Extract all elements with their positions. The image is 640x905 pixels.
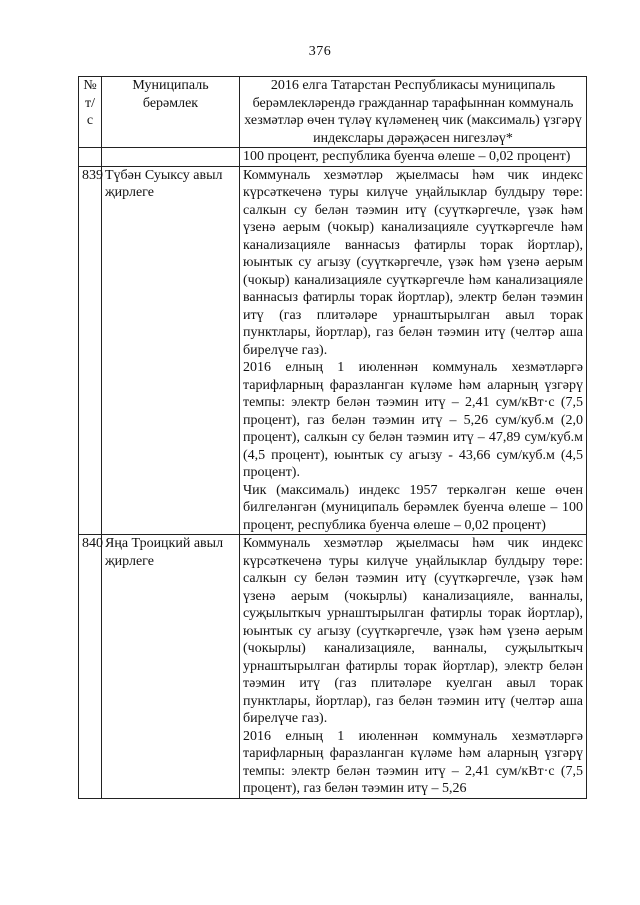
municipality-name: Түбән Суыксу авыл җирлеге: [102, 166, 240, 535]
paragraph: Чик (максималь) индекс 1957 теркәлгән кеше өчен билгеләнгән (муниципаль берәмлек буенча өлеше – 100 процент, республика буенча өлеше – 0,02 процент): [243, 482, 583, 533]
header-municipality: Муниципаль берәмлек: [102, 77, 240, 148]
table-row: [79, 166, 587, 535]
description-cell: [240, 535, 587, 799]
municipality-name: Яңа Троицкий авыл җирлеге: [102, 535, 240, 799]
table-row-continuation: [79, 148, 587, 167]
page-number: 376: [308, 44, 332, 59]
description-cell: [240, 166, 587, 535]
table-row: [79, 535, 587, 799]
paragraph: Коммуналь хезмәтләр җыелмасы һәм чик индекс күрсәткеченә туры килүче уңайлыклар булдыру төре: салкын су белән тәэмин итү (суүткәргечле, үзәк һәм үзенә аерым (чокырлы) канализацияле, ванналы, суҗылыткыч урнаштырылган фатирлы торак йортлар), юынтык су агызу (суүткәргечле, үзәк һәм үзенә аерым (чокырлы) канализацияле, ванналы, суҗылыткыч урнаштырылган фатирлы торак йортлар), электр белән тәэмин итү (газ плитәләре куелган авыл торак пунктлары, йортлар), газ белән тәэмин итү (челтәр аша бирелүче газ).: [243, 536, 583, 726]
tariff-table: [78, 76, 587, 799]
header-number: № т/с: [79, 77, 102, 148]
paragraph: 2016 елның 1 июленнән коммуналь хезмәтләргә тарифларның фаразланган күләме һәм аларның үзгәрү темпы: электр белән тәэмин итү – 2,41 сум/кВт·с (7,5 процент), газ белән тәэмин итү – 5,26 сум/куб.м (2,0 процент), салкын су белән тәэмин итү – 47,89 сум/куб.м (4,5 процент), юынтык су агызу - 43,66 сум/куб.м (4,5 процент).: [243, 360, 583, 480]
paragraph: Коммуналь хезмәтләр җыелмасы һәм чик индекс күрсәткеченә туры килүче уңайлыклар булдыру төре: салкын су белән тәэмин итү (суүткәргечле, үзәк һәм үзенә аерым (чокыр) канализацияле суүткәргечле һәм канализацияле ваннасыз фатирлы торак йортлар), юынтык су агызу (суүткәргечле, үзәк һәм үзенә аерым (чокыр) канализацияле суүткәргечле һәм канализацияле ваннасыз фатирлы торак йортлар), электр белән тәэмин итү (газ плитәләре урнаштырылган авыл торак пунктлары, йортлар), газ белән тәэмин итү (челтәр аша бирелүче газ).: [243, 167, 583, 358]
cell-empty: [102, 148, 240, 167]
cell-empty: [79, 148, 102, 167]
table-header-row: [79, 77, 587, 148]
row-number: 840: [79, 535, 102, 799]
header-description: 2016 елга Татарстан Республикасы муниципаль берәмлекләрендә гражданнар тарафыннан коммуналь хезмәтләр өчен түләү күләменең чик (максималь) үзгәрү индекслары дәрәҗәсен нигезләү*: [240, 77, 587, 148]
paragraph: 2016 елның 1 июленнән коммуналь хезмәтләргә тарифларның фаразланган күләме һәм аларның үзгәрү темпы: электр белән тәэмин итү – 2,41 сум/кВт·с (7,5 процент), газ белән тәэмин итү – 5,26: [243, 728, 583, 796]
continuation-text: 100 процент, республика буенча өлеше – 0,02 процент): [240, 148, 587, 167]
row-number: 839: [79, 166, 102, 535]
